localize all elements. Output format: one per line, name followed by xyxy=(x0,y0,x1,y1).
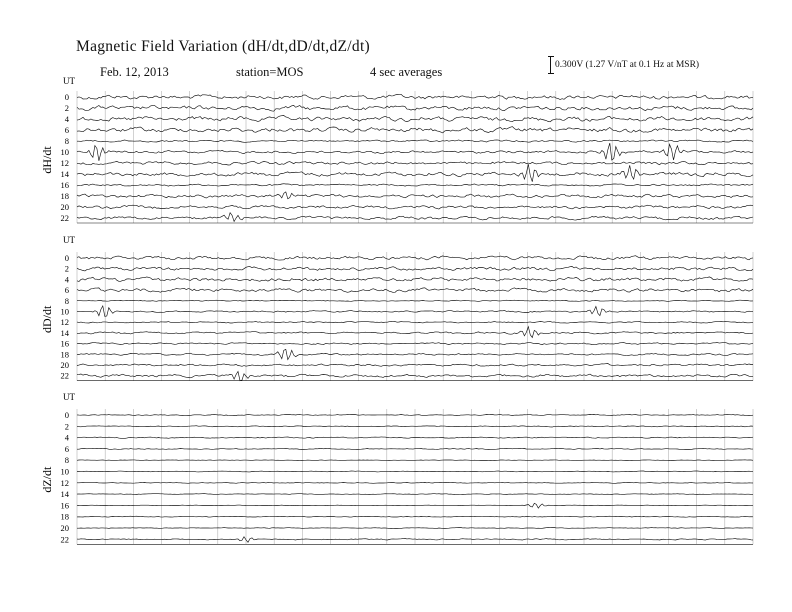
tick-label-ut: 18 xyxy=(60,191,69,201)
tick-label-ut: 6 xyxy=(64,443,69,454)
tick-label-ut: 8 xyxy=(64,295,69,306)
tick-label-ut: 22 xyxy=(60,213,69,223)
tick-label-ut: 2 xyxy=(64,421,69,432)
tick-label-ut: 2 xyxy=(64,263,69,274)
tick-label-ut: 20 xyxy=(60,202,69,212)
tick-label-ut: 16 xyxy=(60,180,69,190)
tick-label-ut: 4 xyxy=(64,274,69,285)
tick-label-ut: 20 xyxy=(60,360,69,370)
tick-label-ut: 16 xyxy=(60,338,69,349)
tick-label-ut: 12 xyxy=(60,317,69,328)
tick-label-ut: 0 xyxy=(64,410,69,420)
tick-label-ut: 8 xyxy=(64,455,69,466)
tick-label-ut: 10 xyxy=(60,466,69,477)
tick-label-ut: 10 xyxy=(60,306,69,317)
date-label: Feb. 12, 2013 xyxy=(100,65,169,79)
tick-label-ut: 20 xyxy=(60,523,69,533)
axis-label-y: dD/dt xyxy=(40,305,54,334)
tick-label-ut: 10 xyxy=(60,147,69,157)
tick-label-ut: 16 xyxy=(60,500,69,511)
tick-label-ut: 2 xyxy=(64,103,69,113)
tick-label-ut: 4 xyxy=(64,114,69,124)
tick-label-ut: 6 xyxy=(64,125,69,135)
station-label: station=MOS xyxy=(236,65,304,79)
axis-label-y: dH/dt xyxy=(40,146,54,174)
tick-label-ut: 0 xyxy=(64,92,69,102)
tick-label-ut: 22 xyxy=(60,534,69,545)
tick-label-ut: 22 xyxy=(60,370,69,381)
tick-label-ut: 8 xyxy=(64,136,69,146)
tick-label-ut: 18 xyxy=(60,511,69,522)
tick-label-ut: 14 xyxy=(60,169,69,179)
averaging-label: 4 sec averages xyxy=(370,65,443,79)
panel-dD-dt xyxy=(40,235,753,381)
tick-label-ut: 12 xyxy=(60,158,69,168)
tick-label-ut: 0 xyxy=(64,253,69,263)
tick-label-ut: 14 xyxy=(60,327,69,338)
chart-title: Magnetic Field Variation (dH/dt,dD/dt,dZ/dt) xyxy=(76,38,371,55)
tick-label-ut: 4 xyxy=(64,432,69,443)
ut-label: UT xyxy=(63,76,75,86)
scale-label: 0.300V (1.27 V/nT at 0.1 Hz at MSR) xyxy=(555,60,700,70)
axis-label-y: dZ/dt xyxy=(40,466,54,493)
tick-label-ut: 12 xyxy=(60,477,69,488)
panel-dH-dt xyxy=(40,76,753,223)
ut-label: UT xyxy=(63,392,75,402)
tick-label-ut: 18 xyxy=(60,349,69,360)
tick-label-ut: 6 xyxy=(64,285,69,296)
panel-dZ-dt xyxy=(40,392,753,544)
tick-label-ut: 14 xyxy=(60,489,69,500)
ut-label: UT xyxy=(63,235,75,245)
